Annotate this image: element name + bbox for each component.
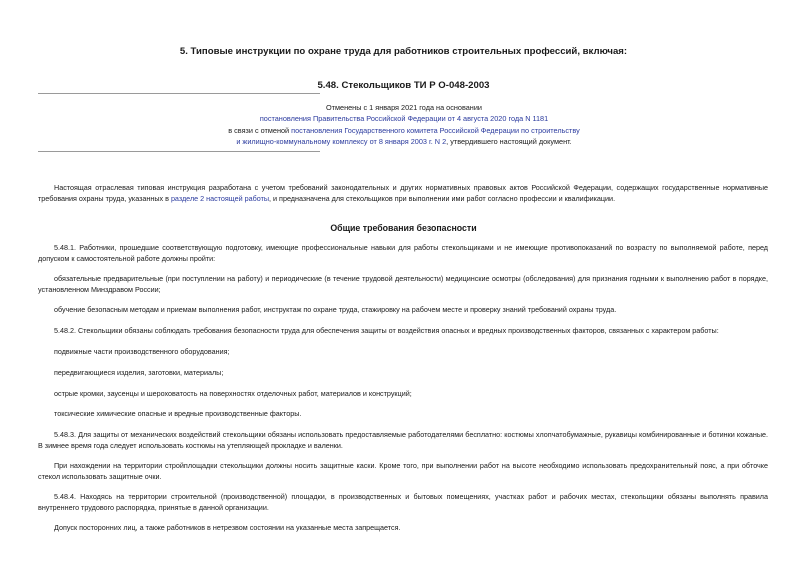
government-decree-link[interactable]: постановления Правительства Российской Федерации от 4 августа 2020 года N 1181 bbox=[259, 114, 549, 124]
cancellation-line-3-prefix: в связи с отменой bbox=[228, 125, 290, 135]
document-subtitle: 5.48. Стекольщиков ТИ Р О-048-2003 bbox=[317, 80, 490, 91]
paragraph-helmets: При нахождении на территории стройплощадки стекольщики должны носить защитные каски. Кроме того, при выполнении работ на высоте необходимо использовать предохранительный пояс, а при обточке стекол использовать защитные очки. bbox=[38, 461, 768, 481]
paragraph-medical-exams: обязательные предварительные (при поступлении на работу) и периодические (в течение трудовой деятельности) медицинские осмотры (обследования) для признания годными к выполнению работ в порядке, установленном Минздравом России; bbox=[38, 274, 768, 294]
top-divider bbox=[38, 93, 320, 94]
paragraph-training: обучение безопасным методам и приемам выполнения работ, инструктаж по охране труда, стажировку на рабочем месте и проверку знаний требований охраны труда. bbox=[54, 305, 617, 314]
list-item: острые кромки, заусенцы и шероховатость на поверхностях отделочных работ, материалов и конструкций; bbox=[54, 389, 412, 398]
paragraph-5-48-4: 5.48.4. Находясь на территории строительной (производственной) площадки, в производственных и бытовых помещениях, участках работ и рабочих местах, стекольщики обязаны выполнять правила внутреннего трудового распорядка, принятые в данной организации. bbox=[38, 492, 768, 512]
cancellation-line-1: Отменены с 1 января 2021 года на основании bbox=[326, 103, 482, 112]
bottom-divider bbox=[38, 151, 320, 152]
list-item: подвижные части производственного оборудования; bbox=[54, 347, 230, 356]
paragraph-5-48-1: 5.48.1. Работники, прошедшие соответствующую подготовку, имеющие профессиональные навыки для работы стекольщиками и не имеющие противопоказаний по возрасту по выполняемой работе, перед допуском к самостоятельной работе должны пройти: bbox=[38, 243, 768, 263]
list-item: передвигающиеся изделия, заготовки, материалы; bbox=[54, 368, 224, 377]
gosstroy-decree-link[interactable]: постановления Государственного комитета Российской Федерации по строительству bbox=[291, 125, 580, 135]
document-title: 5. Типовые инструкции по охране труда для работников строительных профессий, включая: bbox=[179, 46, 628, 57]
section-2-link[interactable]: разделе 2 настоящей работы bbox=[170, 193, 270, 203]
gosstroy-decree-link-cont[interactable]: и жилищно-коммунальному комплексу от 8 января 2003 г. N 2 bbox=[236, 136, 447, 146]
paragraph-access-restriction: Допуск посторонних лиц, а также работников в нетрезвом состоянии на указанные места запрещается. bbox=[54, 523, 401, 532]
cancellation-line-4-suffix: , утвердившего настоящий документ. bbox=[446, 136, 572, 146]
list-item: токсические химические опасные и вредные производственные факторы. bbox=[54, 409, 302, 418]
cancellation-notice bbox=[210, 102, 598, 147]
intro-paragraph: Настоящая отраслевая типовая инструкция разработана с учетом требований законодательных и других нормативных правовых актов Российской Федерации, содержащих государственные нормативные требования охраны труда, указанных в разделе 2 настоящей работы, и предназначена для стекольщиков при выполнении ими работ согласно профессии и квалификации. bbox=[38, 183, 768, 203]
section-title: Общие требования безопасности bbox=[330, 223, 477, 233]
paragraph-5-48-2: 5.48.2. Стекольщики обязаны соблюдать требования безопасности труда для обеспечения защиты от воздействия опасных и вредных производственных факторов, связанных с характером работы: bbox=[54, 326, 719, 335]
paragraph-5-48-3: 5.48.3. Для защиты от механических воздействий стекольщики обязаны использовать предоставляемые работодателями бесплатно: костюмы хлопчатобумажные, рукавицы комбинированные и ботинки кожаные. В зимнее время года следует использовать костюмы на утепляющей прокладке и валенки. bbox=[38, 430, 768, 450]
